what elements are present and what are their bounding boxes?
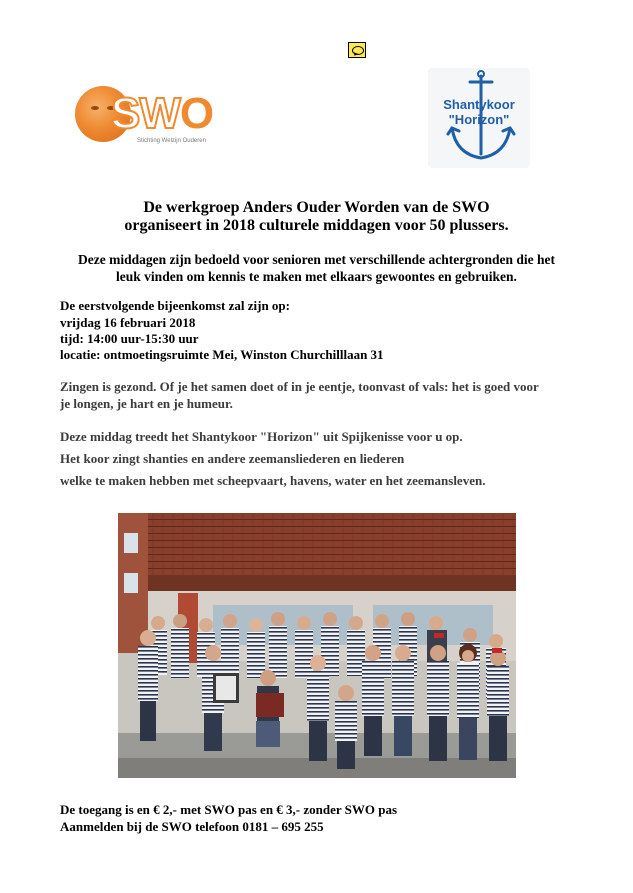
swo-logo-subtitle: Stichting Welzijn Ouderen	[137, 138, 206, 144]
shantykoor-logo-line1: Shantykoor	[443, 97, 515, 112]
shantykoor-logo-line2: "Horizon"	[448, 112, 510, 127]
intro-line2: leuk vinden om kennis te maken met elkaars gewoontes en gebruiken.	[116, 269, 517, 284]
choir-line3: welke te maken hebben met scheepvaart, havens, water en het zeemansleven.	[60, 473, 486, 488]
singing-line2: je longen, je hart en je humeur.	[60, 396, 233, 411]
choir-line2: Het koor zingt shanties en andere zeemansliederen en liederen	[60, 451, 405, 466]
choir-photo	[118, 513, 516, 778]
footer-price: De toegang is en € 2,- met SWO pas en € 3,- zonder SWO pas	[60, 802, 398, 817]
swo-logo	[75, 86, 220, 144]
event-intro: De eerstvolgende bijeenkomst zal zijn op:	[60, 298, 290, 313]
intro-line1: Deze middagen zijn bedoeld voor senioren met verschillende achtergronden die het	[78, 252, 555, 267]
event-date: vrijdag 16 februari 2018	[60, 315, 196, 330]
footer-register: Aanmelden bij de SWO telefoon 0181 – 695 255	[60, 819, 324, 834]
event-time: tijd: 14:00 uur-15:30 uur	[60, 331, 199, 346]
heading-line1: De werkgroep Anders Ouder Worden van de SWO	[143, 199, 490, 216]
comment-note-icon[interactable]	[348, 42, 366, 58]
choir-photo-illustration	[118, 513, 516, 778]
shantykoor-logo	[428, 68, 530, 168]
heading-line2: organiseert in 2018 culturele middagen voor 50 plussers.	[124, 217, 509, 234]
choir-line1: Deze middag treedt het Shantykoor "Horizon" uit Spijkenisse voor u op.	[60, 429, 463, 444]
swo-logo-text: SWO	[111, 89, 214, 138]
event-location: locatie: ontmoetingsruimte Mei, Winston Churchilllaan 31	[60, 347, 384, 362]
singing-line1: Zingen is gezond. Of je het samen doet of in je eentje, toonvast of vals: het is goed voor	[60, 379, 539, 394]
